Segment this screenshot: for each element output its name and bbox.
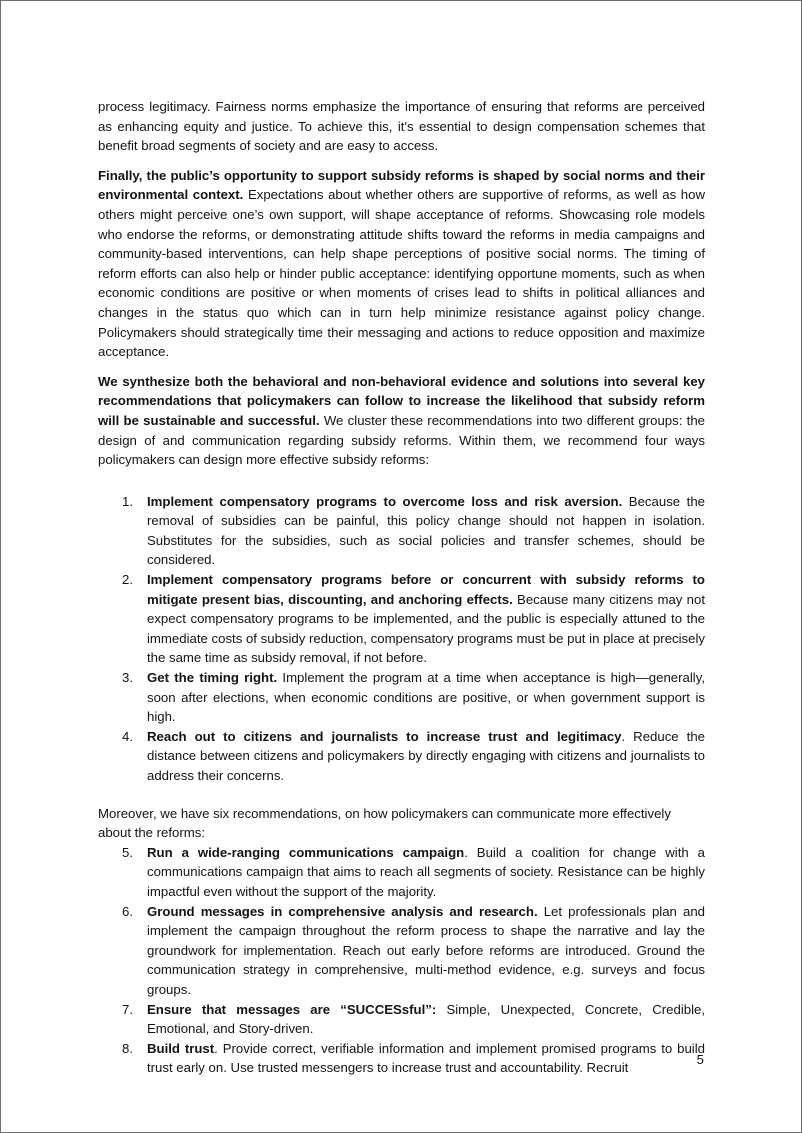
list-item-title: Implement compensatory programs before or concurrent with subsidy reforms to mitigate present bias, discounting, and anchoring effects. [147,572,705,607]
list-item-title: Ground messages in comprehensive analysis and research. [147,903,538,919]
paragraph-legitimacy [98,97,705,156]
list-item-title: Reach out to citizens and journalists to increase trust and legitimacy [147,728,622,744]
design-recommendations-list [98,492,705,786]
list-item-title: Ensure that messages are “SUCCESsful”: [147,1001,437,1017]
list-item-title: Run a wide-ranging communications campaign [147,844,465,860]
list-number: 4. [122,728,133,744]
list-item [98,668,705,727]
list-number: 6. [122,903,133,919]
list-item [98,843,705,902]
list-item-text: Because many citizens may not expect compensatory programs to be implemented, and the public is especially attuned to the immediate costs of subsidy reduction, compensatory programs must be put in place at precisely the same time as subsidy removal, if not before. [147,591,705,666]
list-item [98,902,705,1000]
paragraph-communication-intro [98,804,705,843]
paragraph-text: We cluster these recommendations into two different groups: the design of and communication regarding subsidy reforms. Within them, we recommend four ways policymakers can design more effective subsidy reforms: [98,412,706,468]
communication-recommendations-list [98,843,705,1078]
list-item [98,727,705,786]
list-number: 3. [122,670,133,686]
list-number: 5. [122,844,133,860]
page-number: 5 [696,1052,704,1067]
list-item-title: Build trust [147,1040,215,1056]
list-item [98,1000,705,1039]
list-number: 8. [122,1040,133,1056]
list-number: 1. [122,493,133,509]
list-item-text: . Provide correct, verifiable information and implement promised programs to build trust early on. Use trusted messengers to increase trust and accountability. Recruit [147,1040,705,1076]
list-item-text: . Build a coalition for change with a communications campaign that aims to reach all segments of society. Resistance can be highly impactful even without the support of the majority. [147,844,706,899]
list-item-text: Because the removal of subsidies can be painful, this policy change should not happen in isolation. Substitutes for the subsidies, such as social policies and transfer schemes, should be considered. [147,493,705,568]
list-item [98,570,705,668]
list-number: 2. [122,572,133,588]
list-item-text: Implement the program at a time when acceptance is high—generally, soon after elections, when economic conditions are positive, or when government support is high. [147,670,705,725]
list-number: 7. [122,1001,133,1017]
list-item [98,1039,705,1078]
paragraph-lead-bold: We synthesize both the behavioral and non-behavioral evidence and solutions into several key recommendations that policymakers can follow to increase the likelihood that subsidy reform will be sustainable and successful. [98,373,705,428]
list-item-title: Get the timing right. [147,670,278,686]
paragraph-lead-bold: Finally, the public’s opportunity to support subsidy reforms is shaped by social norms and their environmental context. [98,167,705,203]
list-item-text: Simple, Unexpected, Concrete, Credible, Emotional, and Story-driven. [147,1001,706,1037]
paragraph-social-norms [98,166,705,362]
list-item-text: . Reduce the distance between citizens and policymakers by directly engaging with citizens and journalists to address their concerns. [147,728,705,783]
page-content [98,97,705,1078]
paragraph-text: Expectations about whether others are supportive of reforms, as well as how others might perceive one’s own support, will shape acceptance of reforms. Showcasing role models who endorse the reforms, or demonstrating attitude shifts toward the reforms in media campaigns and community-based interventions, can help shape perceptions of positive social norms. The timing of reform efforts can also help or hinder public acceptance: identifying opportune moments, such as when economic conditions are positive or when moments of crises lead to shifts in political alliances and changes in the status quo which can in turn help minimize resistance against policy change. Policymakers should strategically time their messaging and actions to reduce opposition and maximize acceptance. [98,187,705,360]
list-item-title: Implement compensatory programs to overcome loss and risk aversion. [147,493,623,509]
list-item-text: Let professionals plan and implement the campaign throughout the reform process to shape the narrative and lay the groundwork for implementation. Reach out early before reforms are introduced. Ground the communication strategy in comprehensive, multi-method evidence, e.g. surveys and focus groups. [147,903,705,997]
paragraph-text: process legitimacy. Fairness norms emphasize the importance of ensuring that reforms are perceived as enhancing equity and justice. To achieve this, it's essential to design compensation schemes that benefit broad segments of society and are easy to access. [98,99,705,154]
paragraph-text: Moreover, we have six recommendations, on how policymakers can communicate more effectively about the reforms: [98,805,671,841]
paragraph-synthesis [98,372,705,470]
list-item [98,492,705,570]
